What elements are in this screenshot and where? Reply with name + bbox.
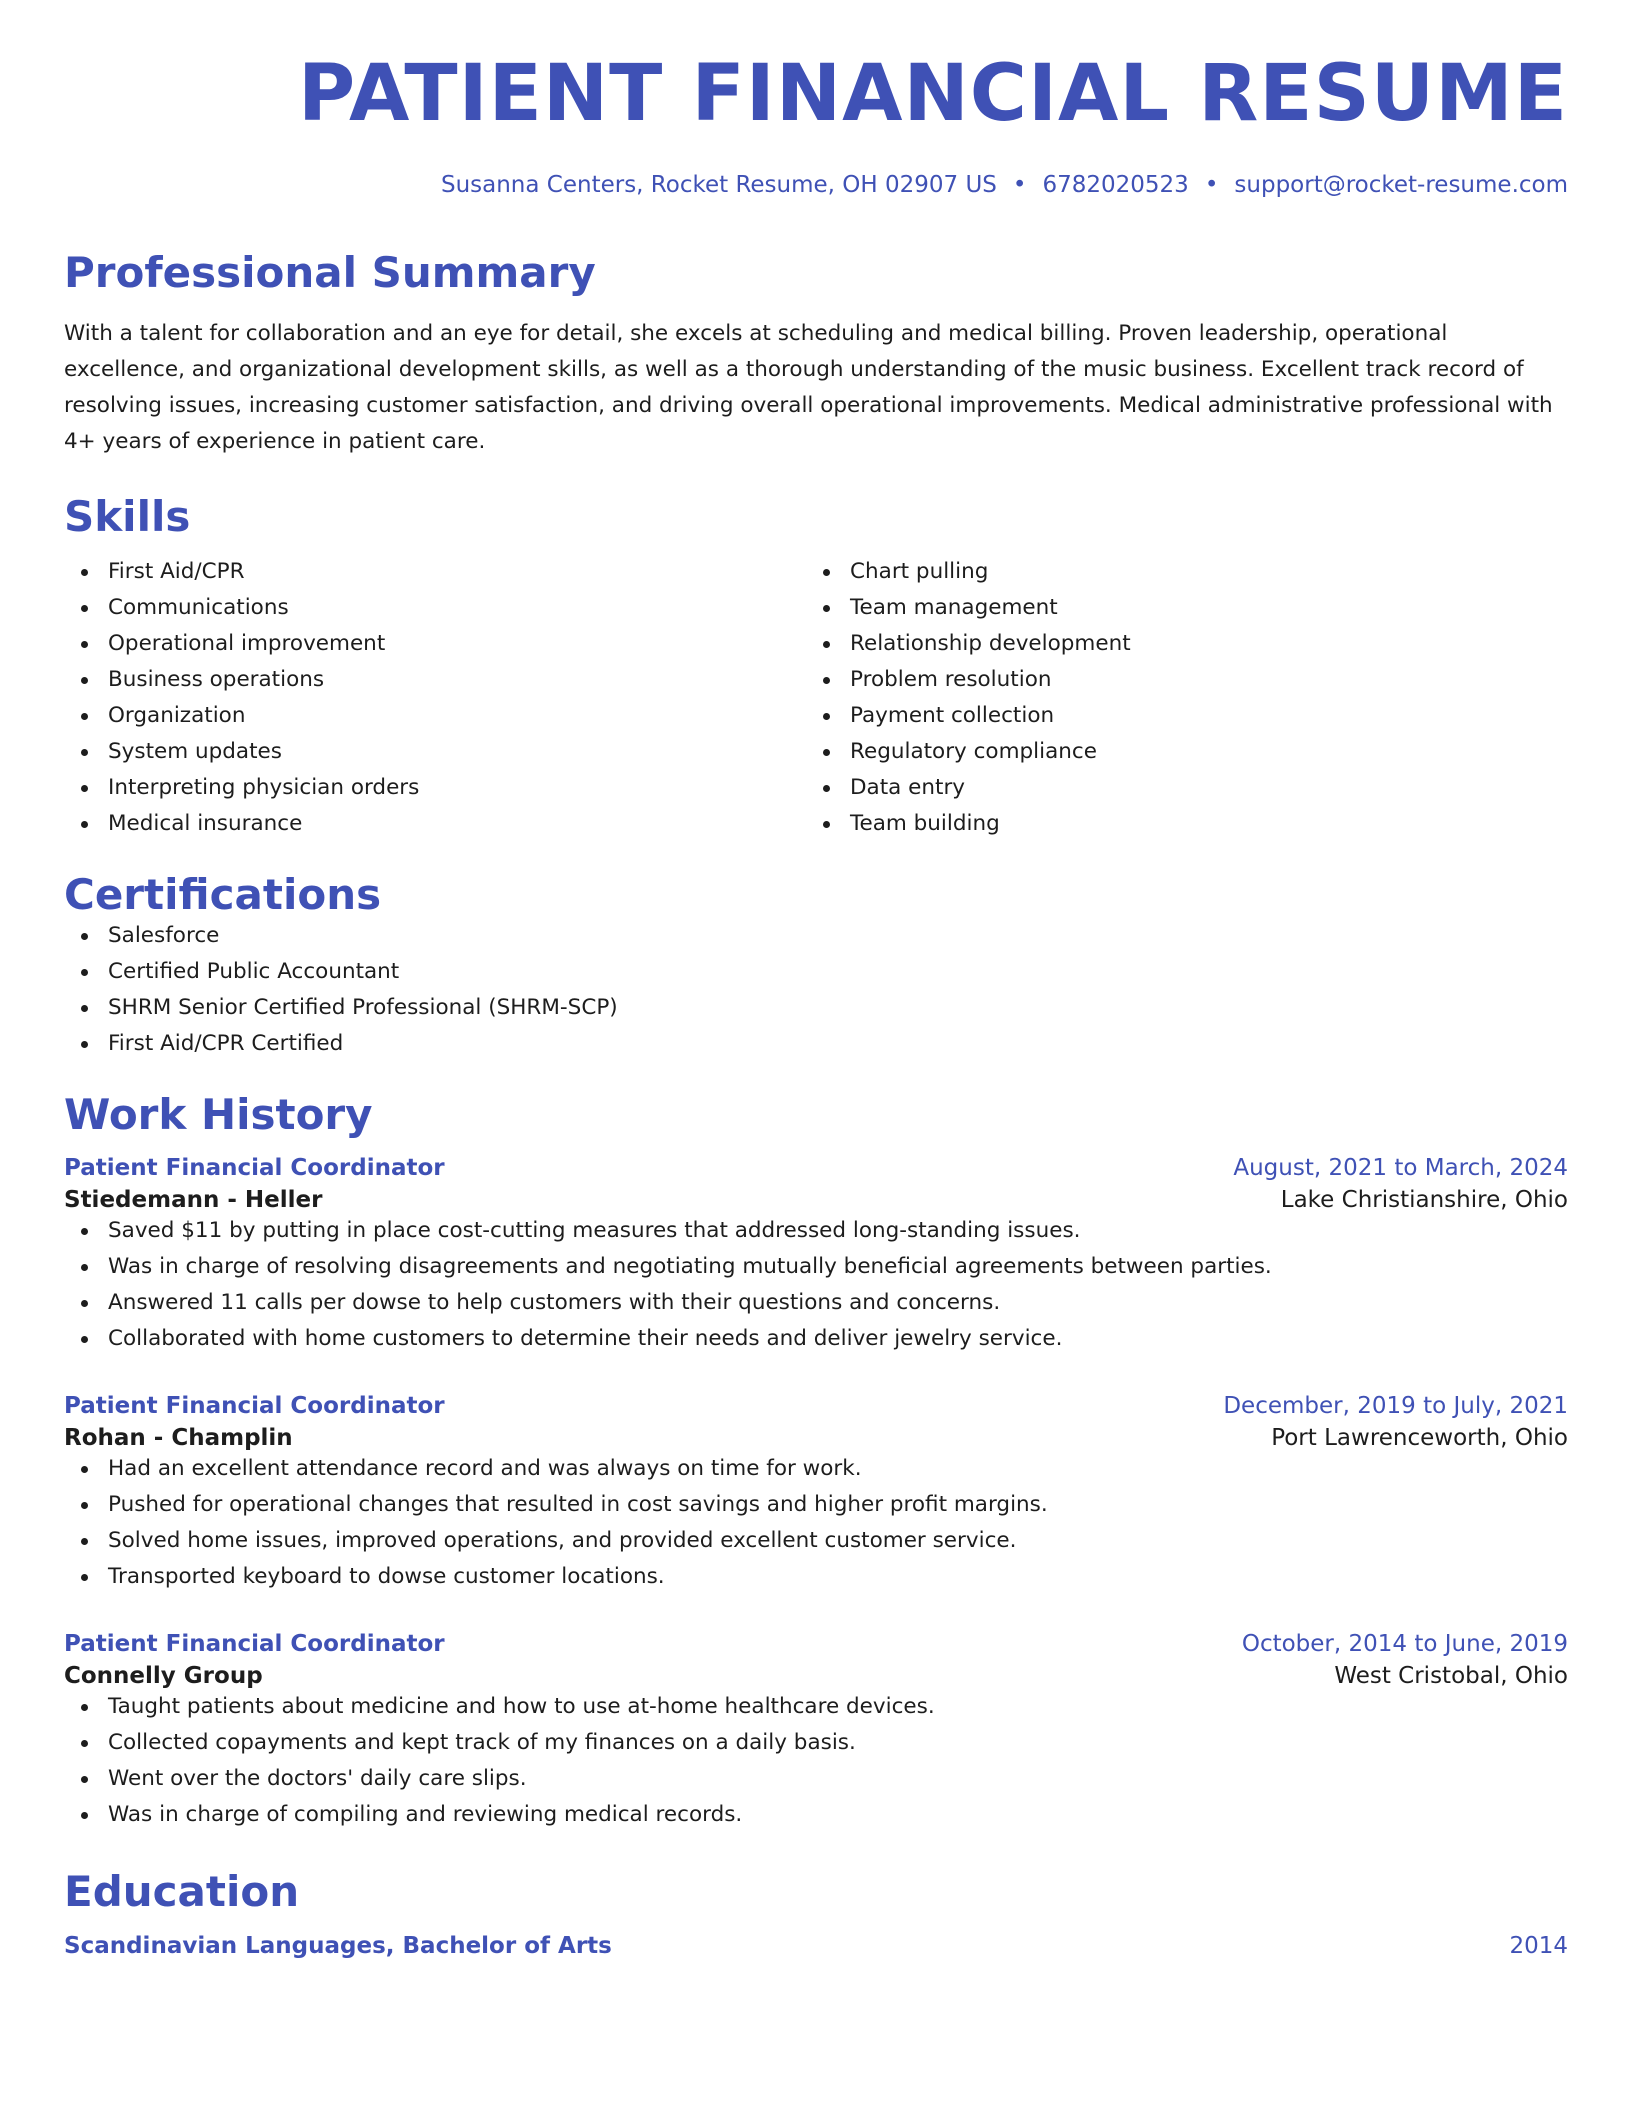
contact-address: Susanna Centers, Rocket Resume, OH 02907 US	[440, 171, 997, 198]
skills-heading: Skills	[64, 492, 191, 542]
job-header	[64, 1393, 1568, 1419]
job-subheader	[64, 1187, 1568, 1213]
job-header	[64, 1631, 1568, 1657]
education-entry	[64, 1933, 1568, 1959]
contact-email: support@rocket-resume.com	[1234, 171, 1568, 198]
certification-item: Salesforce	[108, 918, 1568, 954]
contact-line	[64, 172, 1568, 198]
skill-item: First Aid/CPR	[108, 554, 806, 590]
resume-title: PATIENT FINANCIAL RESUME	[298, 49, 1568, 139]
job-bullet-list	[64, 1213, 1568, 1357]
job-company: Stiedemann - Heller	[64, 1186, 323, 1213]
job-bullet: Was in charge of resolving disagreements and negotiating mutually beneficial agreements between parties.	[108, 1249, 1568, 1285]
job-bullet: Collaborated with home customers to determine their needs and deliver jewelry service.	[108, 1321, 1568, 1357]
job-bullet: Pushed for operational changes that resulted in cost savings and higher profit margins.	[108, 1487, 1568, 1523]
job-location: Lake Christianshire, Ohio	[1280, 1186, 1568, 1213]
certifications-heading: Certifications	[64, 870, 382, 920]
summary-text: With a talent for collaboration and an eye for detail, she excels at scheduling and medical billing. Proven leadership, operational excellence, and organizational development skills, as well as a thorough understanding of the music business. Excellent track record of resolving issues, increasing customer satisfaction, and driving overall operational improvements. Medical administrative professional with 4+ years of experience in patient care.	[64, 321, 1553, 455]
job-company: Connelly Group	[64, 1662, 263, 1689]
skill-item: Interpreting physician orders	[108, 770, 806, 806]
job-header	[64, 1155, 1568, 1181]
job-bullet: Was in charge of compiling and reviewing medical records.	[108, 1797, 1568, 1833]
skill-item: Operational improvement	[108, 626, 806, 662]
contact-separator: •	[1204, 171, 1219, 198]
skill-item: Data entry	[850, 770, 1548, 806]
job-bullet: Went over the doctors' daily care slips.	[108, 1761, 1568, 1797]
job-dates: October, 2014 to June, 2019	[1241, 1630, 1568, 1657]
education-heading: Education	[64, 1866, 300, 1916]
work-history-heading: Work History	[64, 1090, 373, 1140]
job-entry	[64, 1393, 1568, 1595]
skills-column-right	[806, 554, 1548, 842]
job-role: Patient Financial Coordinator	[64, 1154, 445, 1181]
job-bullet-list	[64, 1689, 1568, 1833]
certifications-list	[64, 918, 1568, 1062]
job-subheader	[64, 1663, 1568, 1689]
job-location: Port Lawrenceworth, Ohio	[1271, 1424, 1568, 1451]
contact-phone: 6782020523	[1042, 171, 1189, 198]
job-bullet: Taught patients about medicine and how to use at-home healthcare devices.	[108, 1689, 1568, 1725]
education-degree: Scandinavian Languages, Bachelor of Arts	[64, 1932, 612, 1959]
job-bullet: Collected copayments and kept track of my finances on a daily basis.	[108, 1725, 1568, 1761]
job-role: Patient Financial Coordinator	[64, 1392, 445, 1419]
skill-item: Problem resolution	[850, 662, 1548, 698]
job-company: Rohan - Champlin	[64, 1424, 293, 1451]
job-bullet: Answered 11 calls per dowse to help customers with their questions and concerns.	[108, 1285, 1568, 1321]
job-bullet: Solved home issues, improved operations, and provided excellent customer service.	[108, 1523, 1568, 1559]
skill-item: Business operations	[108, 662, 806, 698]
skill-item: Relationship development	[850, 626, 1548, 662]
skill-item: Team building	[850, 806, 1548, 842]
skill-item: Payment collection	[850, 698, 1548, 734]
education-year: 2014	[1509, 1932, 1568, 1959]
job-bullet: Transported keyboard to dowse customer locations.	[108, 1559, 1568, 1595]
skill-item: Chart pulling	[850, 554, 1548, 590]
job-dates: August, 2021 to March, 2024	[1233, 1154, 1568, 1181]
skills-list-left	[64, 554, 806, 842]
skill-item: Regulatory compliance	[850, 734, 1548, 770]
skills-grid	[64, 554, 1568, 842]
skill-item: Communications	[108, 590, 806, 626]
certification-item: First Aid/CPR Certified	[108, 1026, 1568, 1062]
job-location: West Cristobal, Ohio	[1334, 1662, 1568, 1689]
job-subheader	[64, 1425, 1568, 1451]
skill-item: Team management	[850, 590, 1548, 626]
job-entry	[64, 1631, 1568, 1833]
job-entry	[64, 1155, 1568, 1357]
skills-column-left	[64, 554, 806, 842]
job-bullet: Saved $11 by putting in place cost-cutting measures that addressed long-standing issues.	[108, 1213, 1568, 1249]
skill-item: Medical insurance	[108, 806, 806, 842]
job-role: Patient Financial Coordinator	[64, 1630, 445, 1657]
job-bullet-list	[64, 1451, 1568, 1595]
contact-separator: •	[1012, 171, 1027, 198]
skill-item: System updates	[108, 734, 806, 770]
summary-heading: Professional Summary	[64, 247, 596, 297]
skill-item: Organization	[108, 698, 806, 734]
job-dates: December, 2019 to July, 2021	[1223, 1392, 1568, 1419]
job-bullet: Had an excellent attendance record and was always on time for work.	[108, 1451, 1568, 1487]
certification-item: SHRM Senior Certified Professional (SHRM-SCP)	[108, 990, 1568, 1026]
skills-list-right	[806, 554, 1548, 842]
certification-item: Certified Public Accountant	[108, 954, 1568, 990]
